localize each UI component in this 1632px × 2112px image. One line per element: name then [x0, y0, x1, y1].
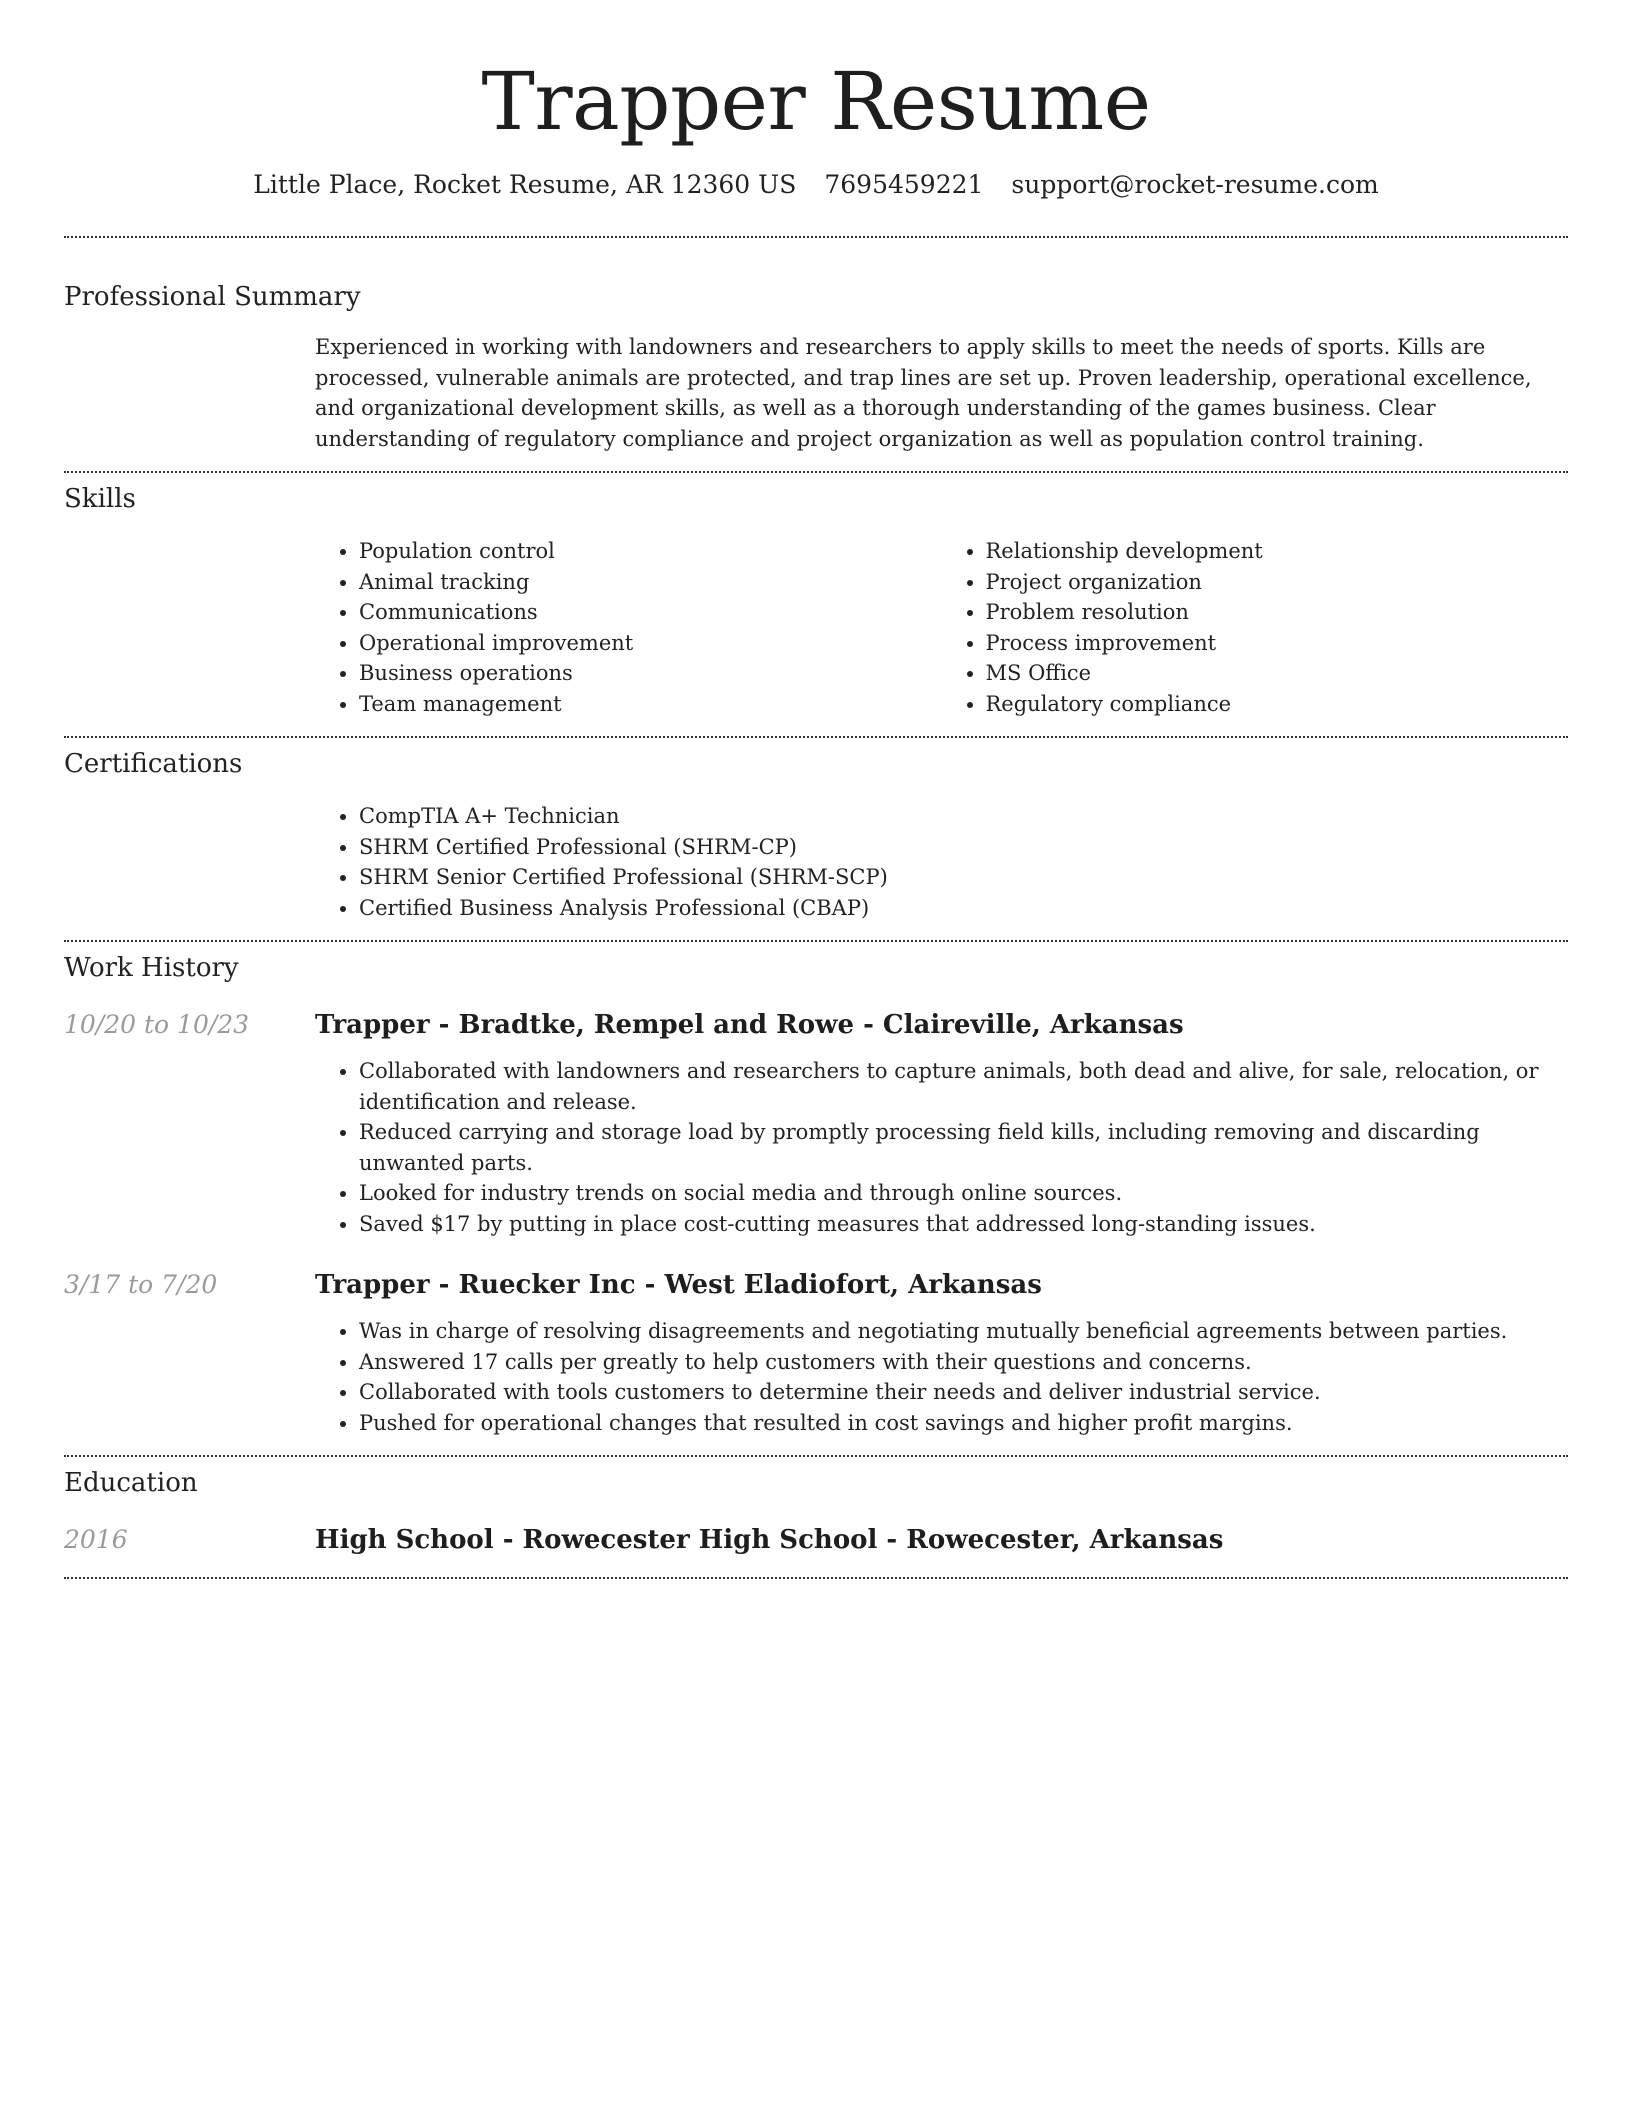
list-item: • Animal tracking	[359, 567, 942, 598]
list-item: • Regulatory compliance	[986, 689, 1569, 720]
list-item: • Communications	[359, 597, 942, 628]
education-title: Education	[64, 1468, 198, 1498]
contact-email[interactable]: support@rocket-resume.com	[1011, 170, 1379, 199]
list-item: • Team management	[359, 689, 942, 720]
job-dates: 10/20 to 10/23	[64, 1010, 250, 1039]
resume-page	[64, 0, 1568, 1579]
skills-list-left	[315, 536, 942, 719]
summary-text: Experienced in working with landowners and researchers to apply skills to meet the needs of sports. Kills are processed, vulnerable animals are protected, and trap lines are set up. Proven leadership, operational excellence, and organizational development skills, as well as a thorough understanding of the games business. Clear understanding of regulatory compliance and project organization as well as population control training.	[315, 335, 1532, 451]
list-item: • Looked for industry trends on social media and through online sources.	[359, 1178, 1568, 1209]
work-title: Work History	[64, 953, 239, 983]
list-item: • Pushed for operational changes that resulted in cost savings and higher profit margins.	[359, 1408, 1568, 1439]
list-item: • MS Office	[986, 658, 1569, 689]
certifications-list	[315, 801, 1568, 923]
certifications-section	[64, 738, 1568, 923]
list-item: • Population control	[359, 536, 942, 567]
skills-section	[64, 473, 1568, 719]
education-entry	[64, 1523, 1568, 1557]
list-item: • Was in charge of resolving disagreements and negotiating mutually beneficial agreements between parties.	[359, 1316, 1568, 1347]
skills-list-right	[942, 536, 1569, 719]
list-item: • Operational improvement	[359, 628, 942, 659]
work-section	[64, 942, 1568, 1438]
summary-title: Professional Summary	[64, 282, 361, 312]
education-title-line: High School - Rowecester High School - Rowecester, Arkansas	[315, 1525, 1224, 1555]
list-item: • SHRM Certified Professional (SHRM-CP)	[359, 832, 1568, 863]
education-date: 2016	[64, 1525, 128, 1554]
job-title: Trapper - Ruecker Inc - West Eladiofort, Arkansas	[315, 1270, 1042, 1300]
job-entry	[64, 1008, 1568, 1239]
job-bullets	[315, 1056, 1568, 1239]
list-item: • Collaborated with tools customers to determine their needs and deliver industrial service.	[359, 1377, 1568, 1408]
list-item: • Collaborated with landowners and researchers to capture animals, both dead and alive, for sale, relocation, or identification and release.	[359, 1056, 1568, 1117]
list-item: • CompTIA A+ Technician	[359, 801, 1568, 832]
list-item: • Process improvement	[986, 628, 1569, 659]
list-item: • Relationship development	[986, 536, 1569, 567]
skills-title: Skills	[64, 484, 136, 514]
list-item: • Project organization	[986, 567, 1569, 598]
section-divider	[64, 1577, 1568, 1579]
job-title: Trapper - Bradtke, Rempel and Rowe - Claireville, Arkansas	[315, 1010, 1184, 1040]
list-item: • Saved $17 by putting in place cost-cutting measures that addressed long-standing issues.	[359, 1209, 1568, 1240]
education-section	[64, 1457, 1568, 1557]
list-item: • SHRM Senior Certified Professional (SHRM-SCP)	[359, 862, 1568, 893]
job-dates: 3/17 to 7/20	[64, 1270, 218, 1299]
contact-address: Little Place, Rocket Resume, AR 12360 US	[253, 170, 797, 199]
certifications-title: Certifications	[64, 749, 243, 779]
resume-name: Trapper Resume	[481, 55, 1151, 148]
list-item: • Problem resolution	[986, 597, 1569, 628]
list-item: • Answered 17 calls per greatly to help customers with their questions and concerns.	[359, 1347, 1568, 1378]
list-item: • Certified Business Analysis Professional (CBAP)	[359, 893, 1568, 924]
summary-section	[64, 238, 1568, 454]
contact-phone: 7695459221	[824, 170, 984, 199]
job-bullets	[315, 1316, 1568, 1438]
list-item: • Reduced carrying and storage load by promptly processing field kills, including removing and discarding unwanted parts.	[359, 1117, 1568, 1178]
list-item: • Business operations	[359, 658, 942, 689]
contact-line	[64, 168, 1568, 202]
job-entry	[64, 1268, 1568, 1438]
